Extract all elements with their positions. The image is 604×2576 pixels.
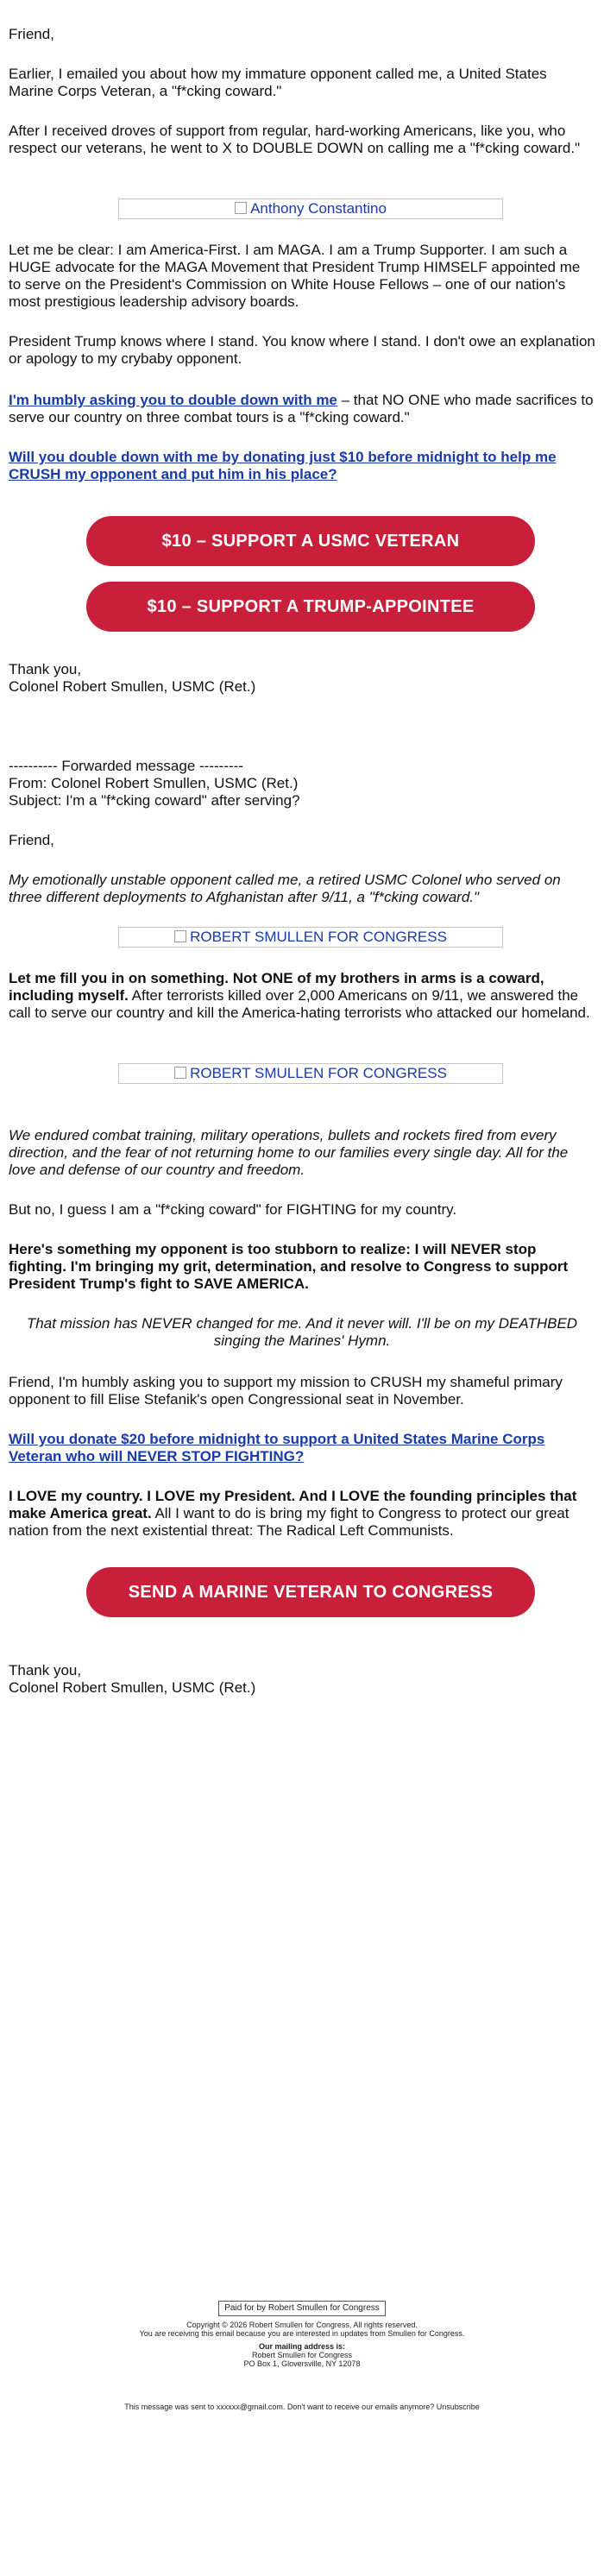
header-image-placeholder (118, 198, 503, 219)
forwarded-subject: Subject: I'm a "f*cking coward" after serving? (9, 792, 300, 809)
italic-paragraph-combat: We endured combat training, military operations, bullets and rockets fired from every direction, and the fear of not returning home to our families every single day. All for the love and defense of our country and freedom. (9, 1127, 569, 1178)
signoff-thanks-2: Thank you, (9, 1662, 82, 1678)
signoff-name-2: Colonel Robert Smullen, USMC (Ret.) (9, 1679, 256, 1696)
signoff-thanks: Thank you, (9, 661, 82, 677)
fill-rest-text: After terrorists killed over 2,000 Americans on 9/11, we answered the call to serve our country and kill the America-hating terrorists who attacked our homeland. (9, 987, 590, 1021)
greeting: Friend, (9, 26, 54, 42)
paragraph-fill-in (9, 970, 595, 1022)
paragraph-trump-knows: President Trump knows where I stand. You know where I stand. I don't owe an explanation or apology to my crybaby opponent. (9, 333, 595, 367)
footer-receiving: You are receiving this email because you are interested in updates from Smullen for Congress. (139, 2329, 465, 2338)
paragraph-donate-2 (9, 1431, 595, 1465)
ask-link[interactable]: I'm humbly asking you to double down with me (9, 392, 337, 408)
paragraph-crush: Friend, I'm humbly asking you to support my mission to CRUSH my shameful primary opponent to fill Elise Stefanik's open Congressional seat in November. (9, 1374, 563, 1408)
paragraph-america-first: Let me be clear: I am America-First. I am MAGA. I am a Trump Supporter. I am such a HUGE advocate for the MAGA Movement that President Trump HIMSELF appointed me to serve on the President's Commission on White House Fellows – one of our nation's most prestigious leadership advisory boards. (9, 242, 581, 310)
image-alt-text: ROBERT SMULLEN FOR CONGRESS (190, 929, 447, 945)
forwarded-divider: ---------- Forwarded message --------- (9, 758, 243, 774)
image-alt-text: ROBERT SMULLEN FOR CONGRESS (190, 1065, 447, 1081)
ask-rest-text: – that NO ONE who made sacrifices to serve our country on three combat tours is a "f*cking coward." (9, 392, 594, 425)
campaign-banner-placeholder-1 (118, 927, 503, 948)
paragraph-love (9, 1488, 595, 1540)
paid-for-box: Paid for by Robert Smullen for Congress (218, 2301, 386, 2316)
fill-bold-text: Let me fill you in on something. Not ONE of my brothers in arms is a coward, including myself. (9, 970, 544, 1004)
italic-paragraph-mission: That mission has NEVER changed for me. And it never will. I'll be on my DEATHBED singing the Marines' Hymn. (26, 1315, 578, 1349)
signoff-name: Colonel Robert Smullen, USMC (Ret.) (9, 678, 256, 695)
paragraph-ask (9, 392, 595, 426)
love-bold-text: I LOVE my country. I LOVE my President. And I LOVE the founding principles that make America great. (9, 1488, 577, 1521)
image-alt-text: Anthony Constantino (250, 200, 387, 217)
donate-link-20[interactable]: Will you donate $20 before midnight to support a United States Marine Corps Veteran who will NEVER STOP FIGHTING? (9, 1431, 545, 1464)
footer-address-line-2: PO Box 1, Gloversville, NY 12078 (243, 2359, 361, 2368)
intro-paragraph-2: After I received droves of support from regular, hard-working Americans, like you, who respect our veterans, he went to X to DOUBLE DOWN on calling me a "f*cking coward." (9, 123, 581, 156)
campaign-banner-placeholder-2 (118, 1063, 503, 1084)
italic-paragraph-opponent: My emotionally unstable opponent called me, a retired USMC Colonel who served on three different deployments to Afghanistan after 9/11, a "f*cking coward." (9, 872, 561, 905)
forwarded-from: From: Colonel Robert Smullen, USMC (Ret.) (9, 775, 299, 791)
love-rest-text: All I want to do is bring my fight to Congress to protect our great nation from the next existential threat: The Radical Left Communists. (9, 1505, 569, 1539)
footer-sent-to[interactable]: This message was sent to xxxxxx@gmail.com. Don't want to receive our emails anymore? Unsubscribe (124, 2403, 480, 2411)
paragraph-donate-1 (9, 449, 595, 483)
broken-image-icon (174, 1067, 186, 1079)
donate-link-10[interactable]: Will you double down with me by donating just $10 before midnight to help me CRUSH my opponent and put him in his place? (9, 449, 557, 482)
footer-paid-for (0, 2301, 604, 2316)
broken-image-icon (235, 202, 247, 214)
donate-button-usmc-veteran[interactable]: $10 – SUPPORT A USMC VETERAN (86, 516, 535, 566)
intro-paragraph-1: Earlier, I emailed you about how my immature opponent called me, a United States Marine Corps Veteran, a "f*cking coward." (9, 66, 547, 99)
paragraph-never-stop: Here's something my opponent is too stubborn to realize: I will NEVER stop fighting. I'm bringing my grit, determination, and resolve to Congress to support President Trump's fight to SAVE AMERICA. (9, 1241, 569, 1292)
footer-address-line-1: Robert Smullen for Congress (251, 2351, 353, 2359)
donate-button-send-marine[interactable]: SEND A MARINE VETERAN TO CONGRESS (86, 1567, 535, 1617)
footer-copyright: Copyright © 2026 Robert Smullen for Congress, All rights reserved. (186, 2321, 418, 2329)
greeting-2: Friend, (9, 832, 54, 848)
paragraph-guess: But no, I guess I am a "f*cking coward" for FIGHTING for my country. (9, 1201, 457, 1218)
donate-button-trump-appointee[interactable]: $10 – SUPPORT A TRUMP-APPOINTEE (86, 582, 535, 632)
broken-image-icon (174, 930, 186, 942)
footer-mailing-label: Our mailing address is: (258, 2342, 346, 2351)
